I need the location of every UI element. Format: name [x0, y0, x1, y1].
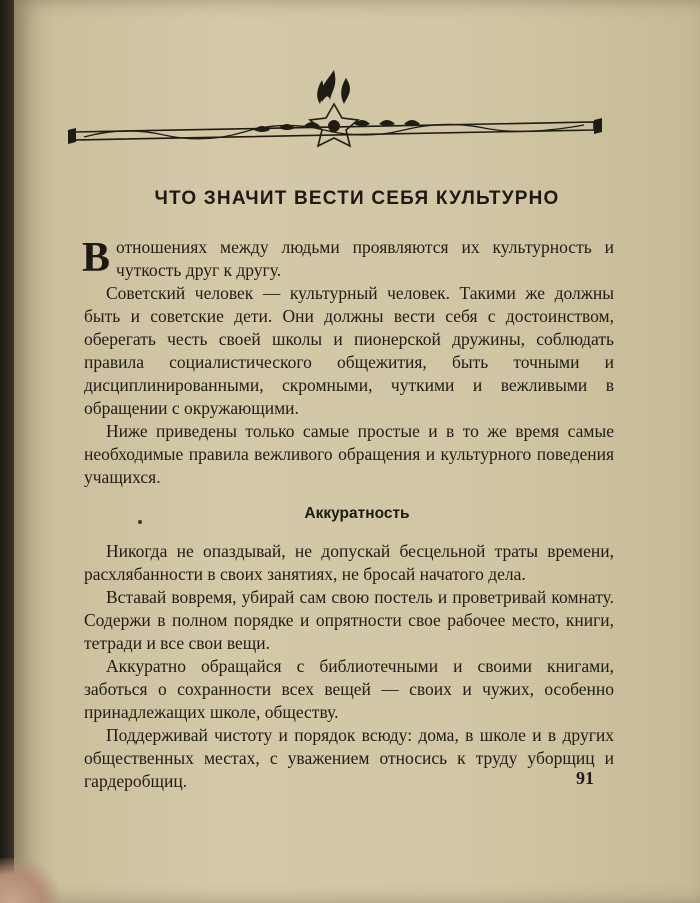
- intro-paragraph-2: Советский человек — культурный человек. Такими же должны быть и советские дети. Они должны вести себя с достоинством, оберегать честь своей школы и пионерской дружины, соблюдать правила социалистического общежития, быть точными и дисциплинированными, скромными, чуткими и вежливыми в обращении с окружающими.: [84, 283, 614, 418]
- section-paragraph-1: Никогда не опаздывай, не допускай бесцельной траты времени, расхлябанности в своих занятиях, не бросай начатого дела.: [84, 541, 614, 584]
- drop-cap: В: [82, 235, 111, 281]
- intro-text: [84, 236, 614, 489]
- section-paragraph-4: Поддерживай чистоту и порядок всюду: дома, в школе и в других общественных местах, с уважением относись к труду уборщиц и гардеробщиц.: [84, 725, 614, 791]
- page-number: 91: [576, 768, 594, 788]
- book-spine-shadow: [0, 0, 14, 903]
- section-heading: Аккуратность: [304, 505, 410, 522]
- thumb-holding-book: [0, 858, 60, 903]
- section-paragraph-2: Вставай вовремя, убирай сам свою постель и проветривай комнату. Содержи в полном порядке и опрятности свое рабочее место, книги, тетради и все свои вещи.: [84, 587, 614, 653]
- intro-paragraph-3: Ниже приведены только самые простые и в то же время самые необходимые правила вежливого обращения и культурного поведения учащихся.: [84, 421, 614, 487]
- page-title: ЧТО ЗНАЧИТ ВЕСТИ СЕБЯ КУЛЬТУРНО: [154, 188, 560, 209]
- book-page: [14, 0, 700, 903]
- section-paragraph-3: Аккуратно обращайся с библиотечными и своими книгами, заботься о сохранности всех вещей — своих и чужих, особенно принадлежащих школе, обществу.: [84, 656, 614, 722]
- section-text: [84, 540, 614, 793]
- intro-paragraph-1: [84, 236, 614, 282]
- intro-paragraph-1-text: отношениях между людьми проявляются их культурность и чуткость друг к другу.: [116, 237, 614, 280]
- pioneer-flame-badge-with-ribbon-icon: [64, 60, 604, 150]
- print-speck: [138, 520, 142, 524]
